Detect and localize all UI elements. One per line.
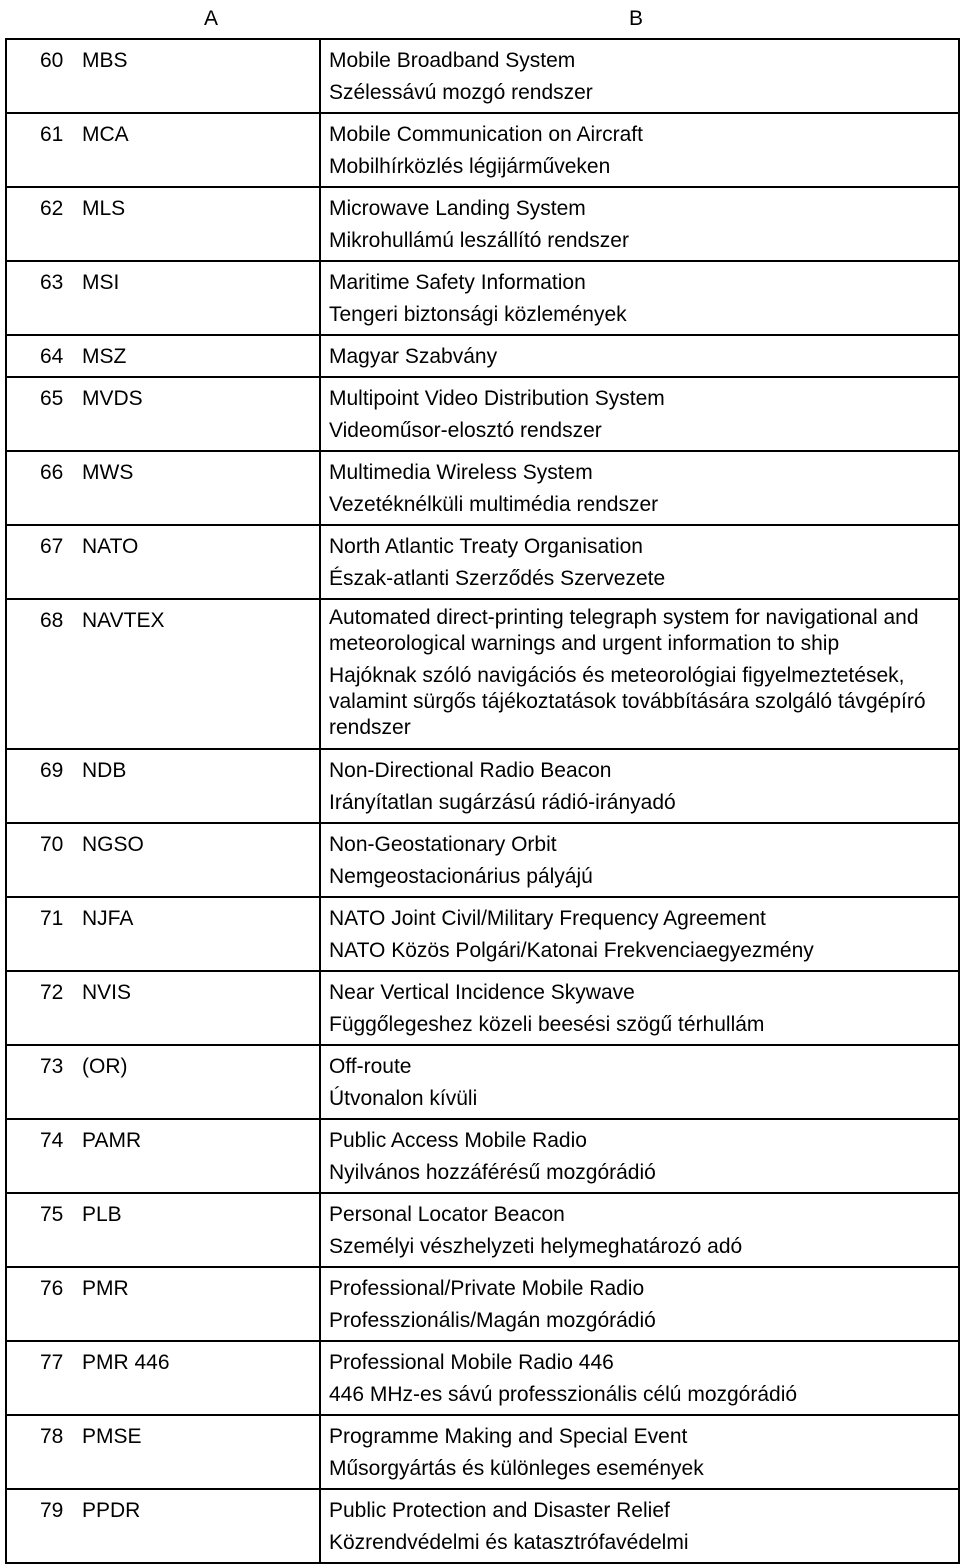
definition-cell <box>320 971 959 1045</box>
table-row <box>6 335 959 377</box>
table-row <box>6 451 959 525</box>
definition-cell <box>320 823 959 897</box>
english-term: Near Vertical Incidence Skywave <box>329 981 635 1004</box>
definition-cell <box>320 187 959 261</box>
english-term: Multimedia Wireless System <box>329 461 593 484</box>
english-term: North Atlantic Treaty Organisation <box>329 535 643 558</box>
english-term: Professional/Private Mobile Radio <box>329 1277 645 1300</box>
definition-cell <box>320 377 959 451</box>
definition-cell <box>320 1193 959 1267</box>
abbreviation-cell <box>6 1489 320 1563</box>
table-row <box>6 897 959 971</box>
hungarian-term: Nemgeostacionárius pályájú <box>329 865 593 888</box>
table-row <box>6 971 959 1045</box>
hungarian-term: Vezetéknélküli multimédia rendszer <box>329 493 659 516</box>
hungarian-term: Videoműsor-elosztó rendszer <box>329 419 602 442</box>
row-number: 74 <box>40 1129 64 1152</box>
table-row <box>6 823 959 897</box>
english-term: Automated direct-printing telegraph system for navigational and meteorological warnings and urgent information to ship <box>329 606 919 655</box>
abbreviation-cell <box>6 1415 320 1489</box>
abbreviation: MWS <box>82 461 134 484</box>
english-term: Mobile Broadband System <box>329 49 576 72</box>
abbreviation-cell <box>6 1267 320 1341</box>
abbreviation: PMSE <box>82 1425 142 1448</box>
table-row <box>6 261 959 335</box>
definition-cell <box>320 39 959 113</box>
table-row <box>6 599 959 749</box>
english-term: Mobile Communication on Aircraft <box>329 123 643 146</box>
definition-cell <box>320 1341 959 1415</box>
table-row <box>6 749 959 823</box>
hungarian-term: NATO Közös Polgári/Katonai Frekvenciaegyezmény <box>329 939 814 962</box>
definition-cell <box>320 1119 959 1193</box>
hungarian-term: Nyilvános hozzáférésű mozgórádió <box>329 1161 656 1184</box>
hungarian-term: Útvonalon kívüli <box>329 1087 478 1110</box>
abbreviation-cell <box>6 335 320 377</box>
abbreviation: MCA <box>82 123 129 146</box>
abbreviation-cell <box>6 1193 320 1267</box>
abbreviation-cell <box>6 113 320 187</box>
definition-cell <box>320 261 959 335</box>
definition-cell <box>320 1489 959 1563</box>
definition-cell <box>320 599 959 749</box>
abbreviation-cell <box>6 525 320 599</box>
row-number: 73 <box>40 1055 64 1078</box>
definition-cell <box>320 113 959 187</box>
english-term: Off-route <box>329 1055 412 1078</box>
row-number: 76 <box>40 1277 64 1300</box>
hungarian-term: Irányítatlan sugárzású rádió-irányadó <box>329 791 676 814</box>
abbreviation: NATO <box>82 535 139 558</box>
hungarian-term: Műsorgyártás és különleges események <box>329 1457 704 1480</box>
abbreviation: NAVTEX <box>82 609 165 632</box>
english-term: Programme Making and Special Event <box>329 1425 688 1448</box>
abbreviation-cell <box>6 451 320 525</box>
hungarian-term: Mobilhírközlés légijárműveken <box>329 155 611 178</box>
english-term: Personal Locator Beacon <box>329 1203 565 1226</box>
english-term: Professional Mobile Radio 446 <box>329 1351 614 1374</box>
abbreviation-cell <box>6 261 320 335</box>
abbreviation: MVDS <box>82 387 143 410</box>
hungarian-term: Tengeri biztonsági közlemények <box>329 303 627 326</box>
hungarian-term: Függőlegeshez közeli beesési szögű térhullám <box>329 1013 765 1036</box>
column-header-b: B <box>628 7 643 30</box>
definition-cell <box>320 525 959 599</box>
row-number: 66 <box>40 461 64 484</box>
row-number: 64 <box>40 345 64 368</box>
abbreviation-table-body <box>6 39 959 1563</box>
abbreviation-cell <box>6 971 320 1045</box>
abbreviation: PMR <box>82 1277 129 1300</box>
hungarian-term: Közrendvédelmi és katasztrófavédelmi <box>329 1531 689 1554</box>
row-number: 68 <box>40 609 64 632</box>
row-number: 65 <box>40 387 64 410</box>
table-row <box>6 39 959 113</box>
english-term: Public Protection and Disaster Relief <box>329 1499 670 1522</box>
table-row <box>6 1489 959 1563</box>
abbreviation: PAMR <box>82 1129 142 1152</box>
table-row <box>6 1267 959 1341</box>
definition-cell <box>320 749 959 823</box>
row-number: 69 <box>40 759 64 782</box>
hungarian-term: Szélessávú mozgó rendszer <box>329 81 593 104</box>
abbreviation-cell <box>6 187 320 261</box>
definition-cell <box>320 1045 959 1119</box>
abbreviation-cell <box>6 1045 320 1119</box>
table-row <box>6 1119 959 1193</box>
row-number: 79 <box>40 1499 64 1522</box>
row-number: 78 <box>40 1425 64 1448</box>
abbreviation-cell <box>6 377 320 451</box>
abbreviation-table <box>5 38 960 1564</box>
abbreviation: PLB <box>82 1203 122 1226</box>
column-header-a: A <box>203 7 218 30</box>
definition-cell <box>320 335 959 377</box>
english-term: NATO Joint Civil/Military Frequency Agreement <box>329 907 766 930</box>
abbreviation-cell <box>6 897 320 971</box>
definition-cell <box>320 1267 959 1341</box>
english-term: Maritime Safety Information <box>329 271 586 294</box>
abbreviation: PMR 446 <box>82 1351 170 1374</box>
table-row <box>6 187 959 261</box>
english-term: Public Access Mobile Radio <box>329 1129 587 1152</box>
abbreviation-cell <box>6 1119 320 1193</box>
hungarian-term: Professzionális/Magán mozgórádió <box>329 1309 656 1332</box>
row-number: 60 <box>40 49 64 72</box>
row-number: 72 <box>40 981 64 1004</box>
english-term: Magyar Szabvány <box>329 345 498 368</box>
table-row <box>6 377 959 451</box>
table-row <box>6 1045 959 1119</box>
row-number: 61 <box>40 123 64 146</box>
table-row <box>6 525 959 599</box>
table-row <box>6 1341 959 1415</box>
row-number: 71 <box>40 907 64 930</box>
row-number: 62 <box>40 197 64 220</box>
abbreviation: NVIS <box>82 981 132 1004</box>
english-term: Non-Geostationary Orbit <box>329 833 557 856</box>
table-row <box>6 1415 959 1489</box>
abbreviation: PPDR <box>82 1499 141 1522</box>
table-row <box>6 1193 959 1267</box>
hungarian-term: 446 MHz-es sávú professzionális célú mozgórádió <box>329 1383 798 1406</box>
row-number: 77 <box>40 1351 64 1374</box>
table-row <box>6 113 959 187</box>
abbreviation: NDB <box>82 759 127 782</box>
abbreviation-cell <box>6 823 320 897</box>
english-term: Non-Directional Radio Beacon <box>329 759 612 782</box>
abbreviation: NGSO <box>82 833 144 856</box>
row-number: 70 <box>40 833 64 856</box>
hungarian-term: Észak-atlanti Szerződés Szervezete <box>329 567 666 590</box>
abbreviation-cell <box>6 39 320 113</box>
abbreviation-cell <box>6 599 320 749</box>
english-term: Microwave Landing System <box>329 197 586 220</box>
hungarian-term: Személyi vészhelyzeti helymeghatározó adó <box>329 1235 743 1258</box>
abbreviation: MLS <box>82 197 126 220</box>
hungarian-term: Mikrohullámú leszállító rendszer <box>329 229 629 252</box>
row-number: 75 <box>40 1203 64 1226</box>
abbreviation-cell <box>6 749 320 823</box>
abbreviation: MSZ <box>82 345 127 368</box>
row-number: 67 <box>40 535 64 558</box>
abbreviation: MSI <box>82 271 120 294</box>
definition-cell <box>320 897 959 971</box>
abbreviation-cell <box>6 1341 320 1415</box>
abbreviation: NJFA <box>82 907 134 930</box>
hungarian-term: Hajóknak szóló navigációs és meteorológiai figyelmeztetések, valamint sürgős tájékoztatások továbbítására szolgáló távgépíró rendszer <box>329 664 926 739</box>
definition-cell <box>320 451 959 525</box>
definition-cell <box>320 1415 959 1489</box>
english-term: Multipoint Video Distribution System <box>329 387 665 410</box>
row-number: 63 <box>40 271 64 294</box>
abbreviation: MBS <box>82 49 128 72</box>
abbreviation: (OR) <box>82 1055 128 1078</box>
